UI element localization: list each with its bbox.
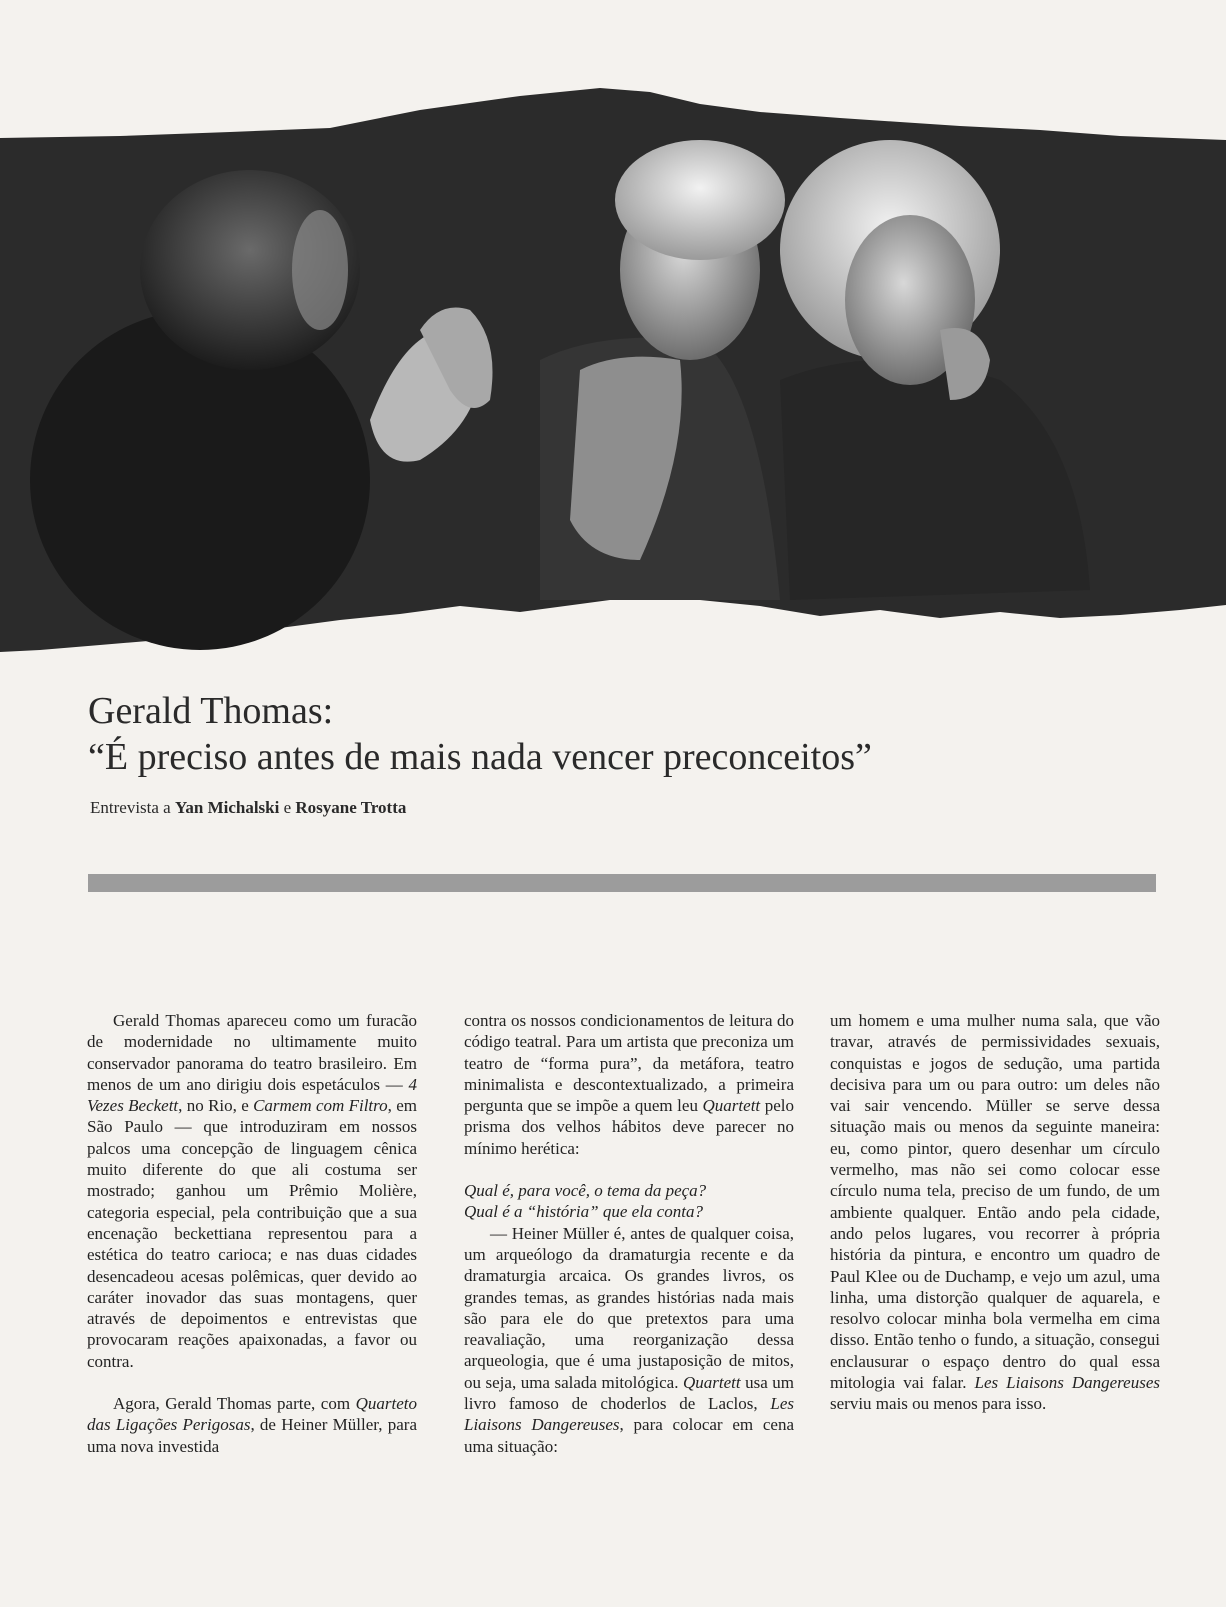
title-run: Quarteto das Ligações Perigosas	[87, 1394, 417, 1435]
left-person-body	[30, 310, 370, 650]
title-run: Carmem com Filtro	[253, 1096, 388, 1116]
column-2	[464, 1010, 794, 1457]
byline-conj: e	[283, 798, 292, 817]
paragraph	[87, 1393, 417, 1457]
text-run: Agora, Gerald Thomas parte, com	[113, 1394, 356, 1414]
text-run: pelo prisma dos velhos hábitos deve parecer no mínimo herética:	[464, 1096, 794, 1158]
byline-prefix: Entrevista a	[90, 798, 171, 817]
title-run: Les Liaisons Dangereuses	[974, 1373, 1160, 1393]
question-line: Qual é, para você, o tema da peça?	[464, 1181, 707, 1201]
byline-author-1: Yan Michalski	[174, 798, 280, 817]
interview-question	[464, 1180, 794, 1223]
text-run: — Heiner Müller é, antes de qualquer coisa, um arqueólogo da dramaturgia recente e da dramaturgia arcaica. Os grandes livros, os grandes temas, as grandes histórias nada mais são para ele do que pretextos para uma reavaliação, uma reorganização dessa arqueologia, que é uma justaposição de mitos, ou seja, uma salada mitológica.	[464, 1223, 794, 1392]
text-run: , de Heiner Müller, para uma nova investida	[87, 1415, 417, 1456]
byline	[90, 798, 406, 818]
paragraph	[464, 1223, 794, 1457]
text-run: , para colocar em cena uma situação:	[464, 1415, 794, 1456]
question-line: Qual é a “história” que ela conta?	[464, 1202, 703, 1222]
text-run: Gerald Thomas apareceu como um furacão de modernidade no ultimamente muito conservador panorama do teatro brasileiro. Em menos de um ano dirigiu dois espetáculos —	[87, 1011, 417, 1094]
byline-author-2: Rosyane Trotta	[295, 798, 407, 817]
headline-line-1: Gerald Thomas:	[88, 690, 334, 732]
divider-rule	[88, 874, 1156, 892]
title-run: 4 Vezes Beckett	[87, 1074, 417, 1116]
paragraph	[464, 1010, 794, 1159]
text-run: serviu mais ou menos para isso.	[830, 1394, 1047, 1414]
title-run: Les Liaisons Dangereuses	[464, 1394, 794, 1435]
headline-line-2: “É preciso antes de mais nada vencer preconceitos”	[88, 736, 872, 778]
paragraph	[87, 1010, 417, 1372]
title-run: Quartett	[682, 1372, 741, 1392]
text-run: , no Rio, e	[178, 1096, 254, 1116]
headline	[88, 688, 872, 780]
text-run: usa um livro famoso de choderlos de Laclos,	[464, 1372, 794, 1414]
text-run: um homem e uma mulher numa sala, que vão travar, através de permissividades sexuais, conquistas e jogos de sedução, uma partida decisiva para um ou para outro: um deles não vai sair vencendo. Müller se serve dessa situação mais ou menos da seguinte maneira: eu, como pintor, quero desenhar um círculo vermelho, mas não sei como colocar esse círculo numa tela, preciso de um fundo, de um ambiente qualquer. Então ando pela cidade, ando pelos lugares, vou recorrer à própria história da pintura, e encontro um quadro de Paul Klee ou de Duchamp, e vejo um azul, uma linha, uma distorção qualquer de aquarela, e resolvo colocar minha bola vermelha em cima disso. Então tenho o fundo, a situação, consegui enclausurar o espaço dentro do qual essa mitologia vai falar.	[830, 1011, 1160, 1393]
text-run: contra os nossos condicionamentos de leitura do código teatral. Para um artista que preconiza um teatro de “forma pura”, da metáfora, teatro minimalista e descontextualizado, a primeira pergunta que se impõe a quem leu	[464, 1011, 794, 1116]
column-1	[87, 1010, 417, 1457]
stage-photo	[0, 0, 1226, 660]
column-3	[830, 1010, 1160, 1415]
title-run: Quartett	[702, 1096, 761, 1116]
text-run: , em São Paulo — que introduziram em nossos palcos uma concepção de linguagem cênica muito diferente do que ali costuma ser mostrado; ganhou um Prêmio Molière, categoria especial, pela contribuição que a sua encenação beckettiana representou para a estética do teatro carioca; e nas duas cidades desencadeou acesas polêmicas, quer devido ao caráter inovador das suas montagens, quer através de depoimentos e entrevistas que provocaram reações apaixonadas, a favor ou contra.	[87, 1096, 417, 1371]
paragraph	[830, 1010, 1160, 1415]
middle-person-hair	[615, 140, 785, 260]
